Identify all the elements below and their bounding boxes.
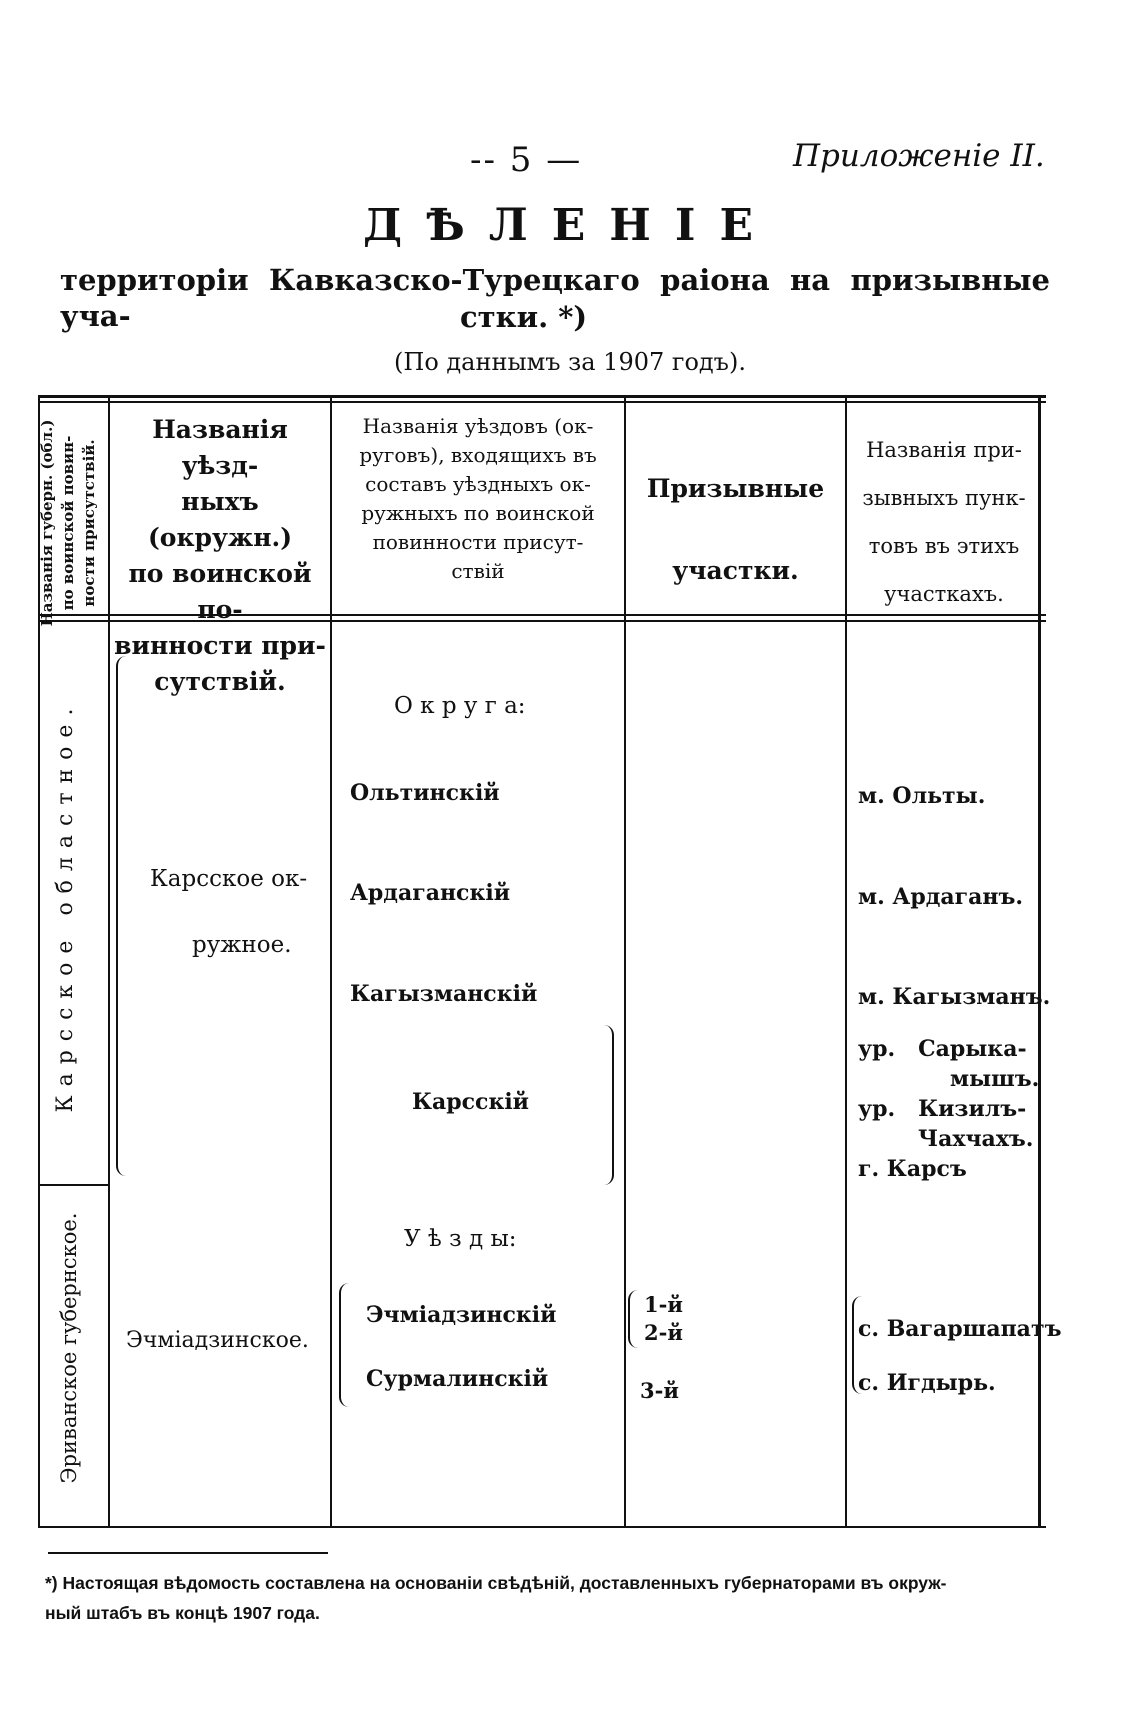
footnote-line1: *) Настоящая вѣдомость составлена на основаніи свѣдѣній, доставленныхъ губернаторами въ окруж- xyxy=(45,1573,947,1593)
point-olty: м. Ольты. xyxy=(858,783,986,809)
kars-district-brace xyxy=(116,656,128,1176)
vline-3 xyxy=(330,395,332,1528)
table-top-rule xyxy=(38,395,1046,398)
header-col-province: Названія губерн. (обл.) по воинской повин- ности присутствій. xyxy=(38,419,98,627)
region-erivan: Эриванское губернское. xyxy=(57,1212,81,1484)
erivan-subheading: У ѣ з д ы: xyxy=(404,1226,517,1252)
footnote-line2: ный штабъ въ концѣ 1907 года. xyxy=(45,1603,320,1623)
header-col-counties: Названія уѣздовъ (ок- руговъ), входящихъ въ составъ уѣздныхъ ок- ружныхъ по воинской повинности присут- ствій xyxy=(359,414,597,583)
kars-county-brace xyxy=(602,1025,614,1185)
point-ardagan: м. Ардаганъ. xyxy=(858,884,1024,910)
county-kars: Карсскій xyxy=(412,1089,530,1115)
vline-6 xyxy=(1038,395,1041,1528)
point-sarykamysh: ур. Сарыка- xyxy=(858,1036,1027,1062)
point-kizil: ур. Кизилъ- xyxy=(858,1096,1027,1122)
region-kars: Карсское областное. xyxy=(53,699,78,1113)
page-number: -- 5 — xyxy=(470,140,583,180)
vline-5 xyxy=(845,395,847,1528)
section-3: 3-й xyxy=(640,1378,679,1403)
header-col-points: Названія при- зывныхъ пунк- товъ въ этихъ участкахъ. xyxy=(862,438,1026,606)
section-2: 2-й xyxy=(644,1320,683,1345)
county-ardagan: Ардаганскій xyxy=(350,880,511,906)
document-subtitle-cont: стки. *) xyxy=(460,300,588,334)
erivan-district: Эчміадзинское. xyxy=(126,1328,309,1353)
kars-district-line2: ружное. xyxy=(192,932,292,958)
erivan-county-brace xyxy=(339,1283,351,1407)
header-col-district: Названія уѣзд- ныхъ (окружн.) по воинской по- винности при- сутствій. xyxy=(114,415,326,696)
point-kars: г. Карсъ xyxy=(858,1156,967,1182)
kars-district-line1: Карсское ок- xyxy=(150,866,308,892)
header-col-sections: Призывные участки. xyxy=(646,474,825,585)
table-top-rule-2 xyxy=(38,401,1046,403)
county-surmalin: Сурмалинскій xyxy=(366,1366,549,1392)
point-igdyr: с. Игдырь. xyxy=(858,1370,996,1396)
vline-4 xyxy=(624,395,626,1528)
point-kizil-cont: Чахчахъ. xyxy=(918,1126,1034,1152)
kars-subheading: О к р у г а: xyxy=(394,693,526,719)
appendix-label: Приложеніе II. xyxy=(793,138,1045,174)
point-kagyzman: м. Кагызманъ. xyxy=(858,984,1051,1010)
document-title: ДѢЛЕНІЕ xyxy=(363,200,777,251)
document-subtitle: территоріи Кавказско-Турецкаго раіона на призывные уча- xyxy=(60,263,1050,333)
county-olty: Ольтинскій xyxy=(350,780,500,806)
source-note: (По даннымъ за 1907 годъ). xyxy=(394,348,746,376)
footnote-rule xyxy=(48,1552,328,1554)
vline-2 xyxy=(108,395,110,1528)
county-echmiadzin: Эчміадзинскій xyxy=(366,1302,557,1328)
county-kagyzman: Кагызманскій xyxy=(350,981,538,1007)
table-bottom-rule xyxy=(38,1526,1046,1528)
sections-brace xyxy=(628,1290,638,1348)
region-separator xyxy=(38,1184,108,1186)
footnote xyxy=(45,1568,1035,1628)
point-sarykamysh-cont: мышъ. xyxy=(950,1066,1040,1092)
point-vagarshapat: с. Вагаршапатъ xyxy=(858,1316,1062,1342)
section-1: 1-й xyxy=(644,1292,683,1317)
